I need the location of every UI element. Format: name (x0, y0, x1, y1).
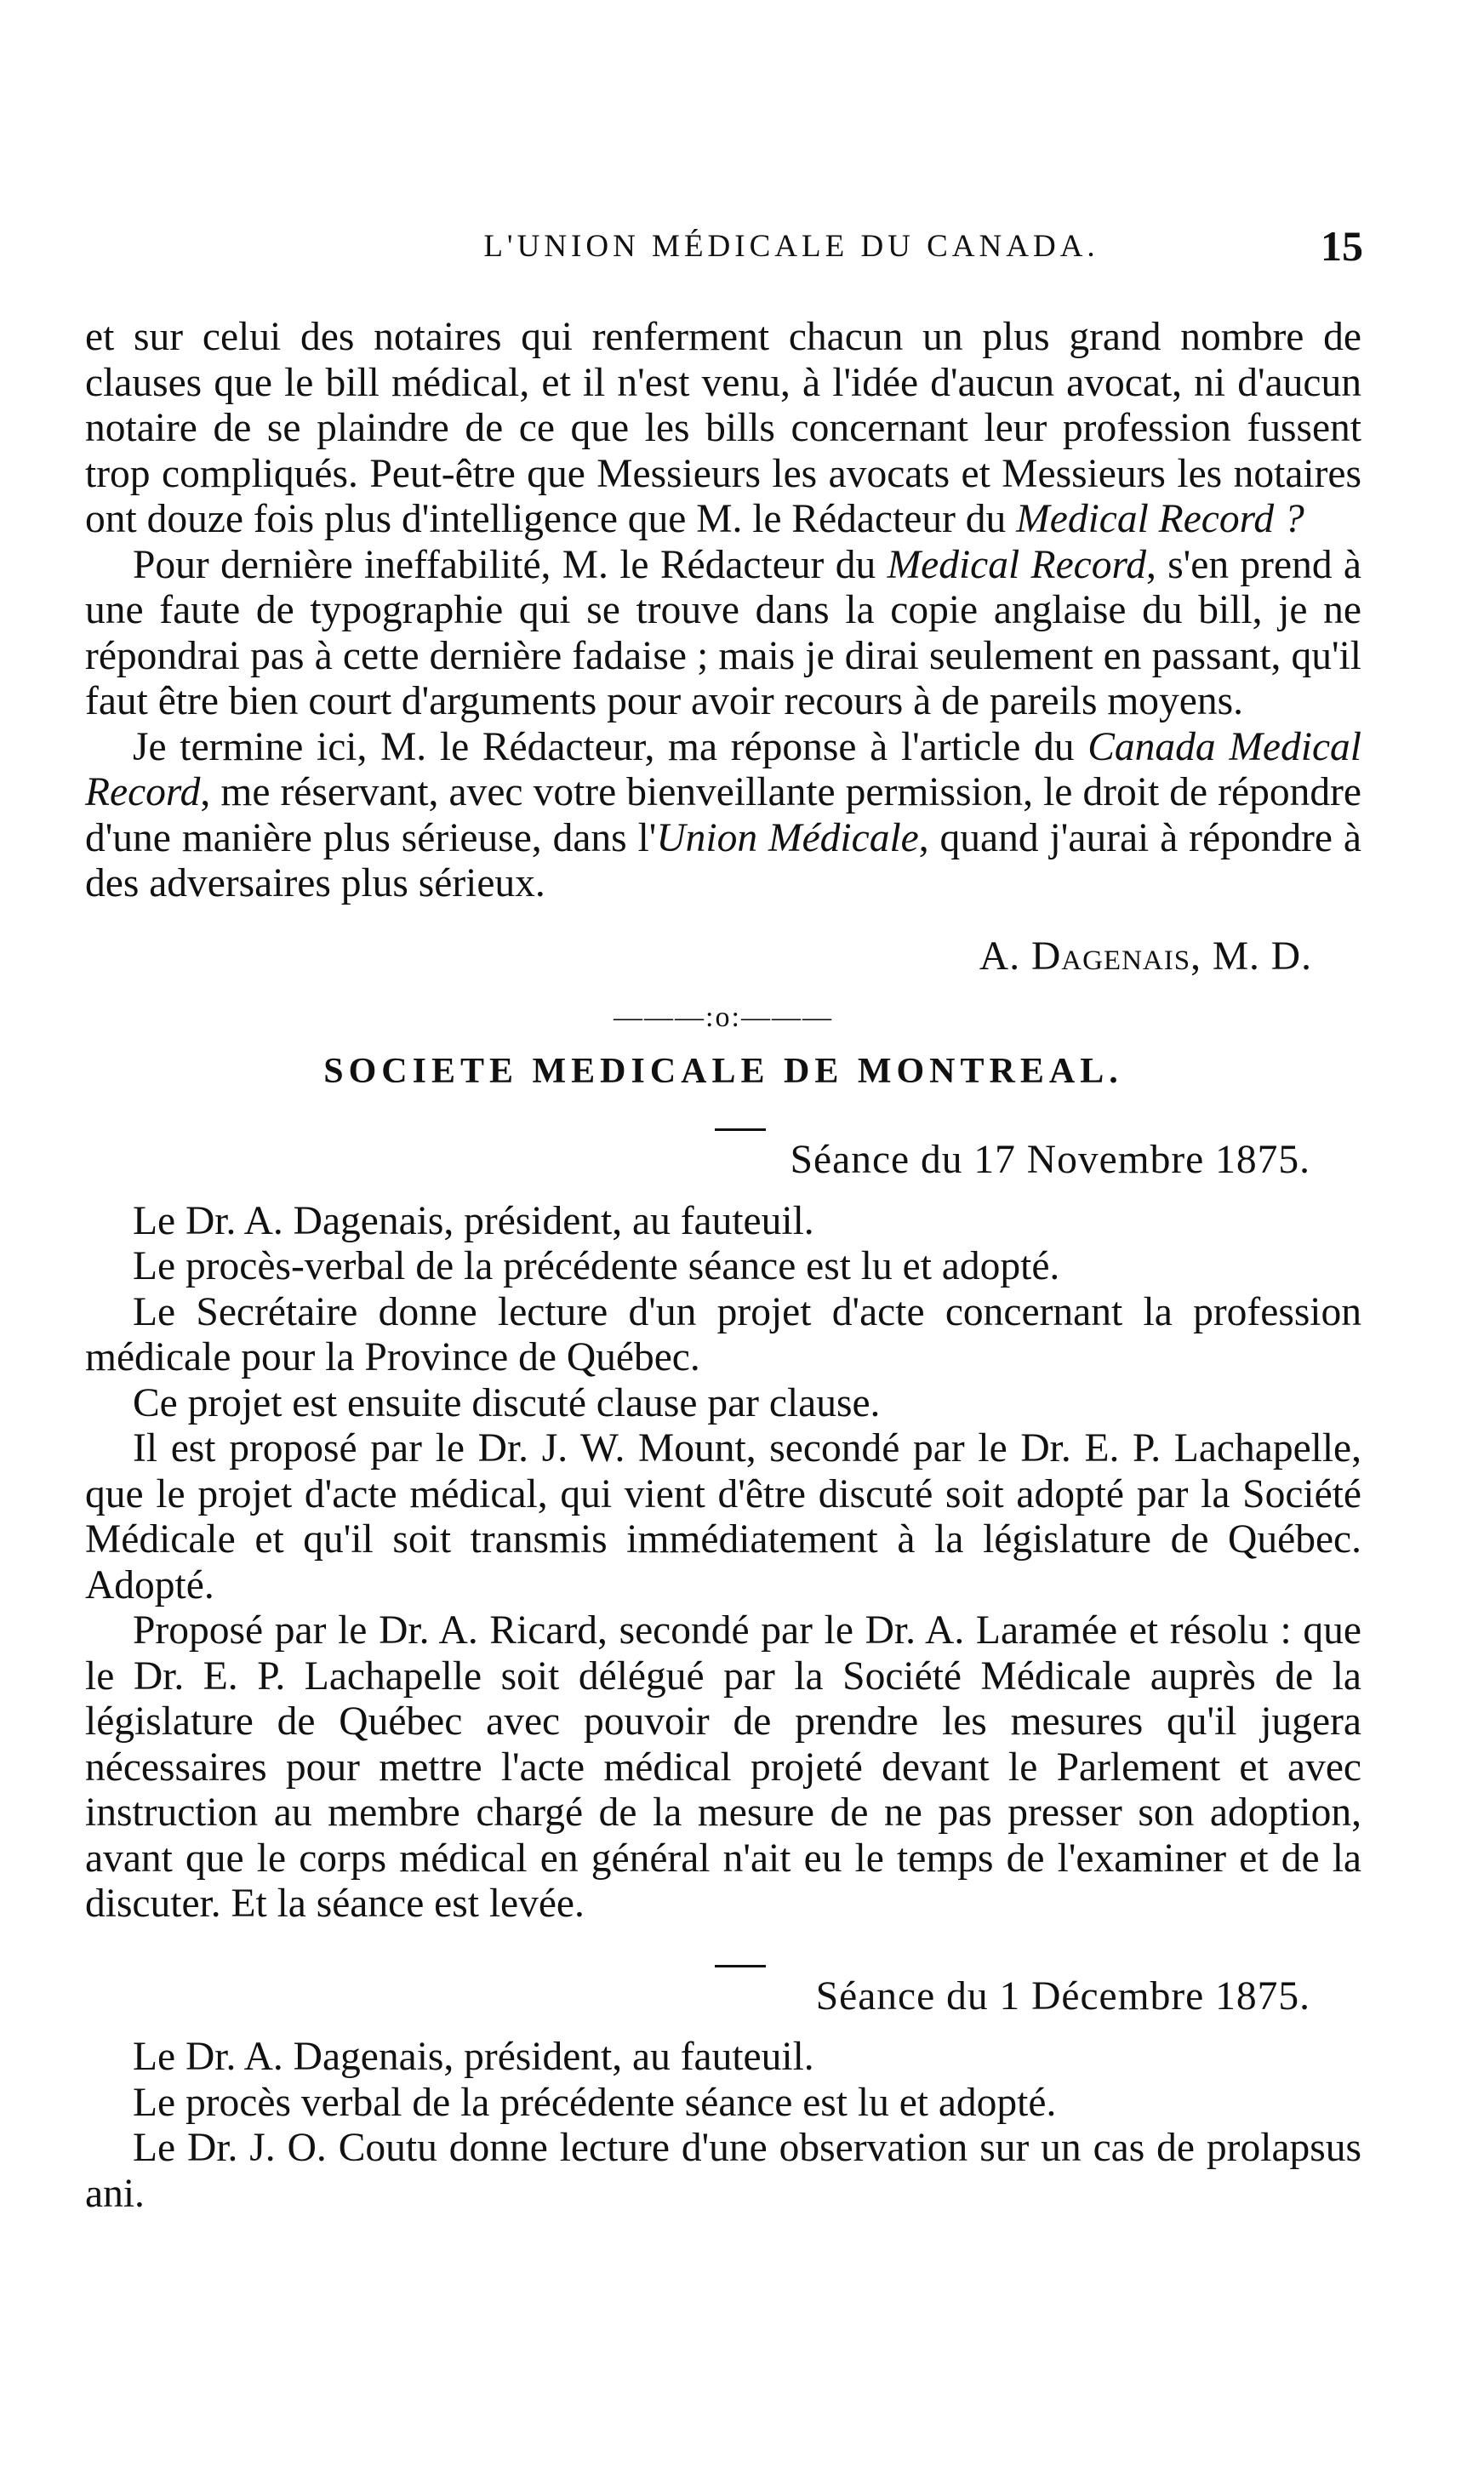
minutes-paragraph: Le Dr. A. Dagenais, président, au fauteuil. (133, 2035, 814, 2079)
letter-paragraph (85, 315, 1361, 543)
letter-paragraph (85, 543, 1361, 725)
letter-paragraph (85, 725, 1361, 907)
running-title: L'UNION MÉDICALE DU CANADA. (483, 229, 1099, 264)
body-text (85, 315, 1361, 2217)
short-rule (715, 1965, 766, 1967)
italic-title: Medical Record (887, 542, 1146, 587)
italic-title: Medical Record ? (1016, 497, 1304, 541)
minutes-paragraph: Ce projet est ensuite discuté clause par clause. (133, 1380, 881, 1425)
text-run: Je termine ici, M. le Rédacteur, ma réponse à l'article du (133, 724, 1088, 769)
minutes-paragraph: Le Dr. A. Dagenais, président, au fauteuil. (133, 1198, 814, 1243)
signature: A. Dagenais, M. D. (979, 934, 1312, 979)
minutes-paragraph: Le procès-verbal de la précédente séance est lu et adopté. (133, 1244, 1060, 1288)
text-run: , me réservant, avec votre bienveillante permission, le droit de répondre d'une manière plus sérieuse, dans l' (85, 770, 1361, 860)
section-heading: SOCIETE MEDICALE DE MONTREAL. (323, 1051, 1123, 1091)
minutes-paragraph: Le Secrétaire donne lecture d'un projet d'acte concernant la profession médicale pour la Province de Québec. (85, 1289, 1361, 1379)
minutes-paragraph: Le procès verbal de la précédente séance est lu et adopté. (133, 2080, 1057, 2125)
minutes-paragraph: Proposé par le Dr. A. Ricard, secondé par le Dr. A. Laramée et résolu : que le Dr. E. P. Lachapelle soit délégué par la Société Médicale auprès de la législature de Québec avec pouvoir de prendre les mesures qu'il jugera nécessaires pour mettre l'acte médical projeté devant le Parlement et avec instruction au membre chargé de la mesure de ne pas presser son adoption, avant que le corps médical en général n'ait eu le temps de l'examiner et de la discuter. Et la séance est levée. (85, 1608, 1361, 1926)
text-run: , quand j'aurai à répondre à des adversaires plus sérieux. (85, 815, 1361, 905)
italic-title: Union Médicale (656, 815, 919, 860)
page-number: 15 (1321, 222, 1363, 270)
session-date: Séance du 1 Décembre 1875. (815, 1973, 1310, 2019)
session-date: Séance du 17 Novembre 1875. (790, 1138, 1310, 1182)
text-run: , s'en prend à une faute de typographie qui se trouve dans la copie anglaise du bill, je ne répondrai pas à cette dernière fadaise ; mais je dirai seulement en passant, qu'il faut être bien court d'arguments pour avoir recours à de pareils moyens. (85, 542, 1362, 723)
section-divider: ———:o:——— (614, 1002, 833, 1033)
minutes-paragraph: Il est proposé par le Dr. J. W. Mount, secondé par le Dr. E. P. Lachapelle, que le projet d'acte médical, qui vient d'être discuté soit adopté par la Société Médicale et qu'il soit transmis immédiatement à la législature de Québec. Adopté. (85, 1426, 1361, 1607)
text-run: Pour dernière ineffabilité, M. le Rédacteur du (133, 542, 888, 587)
short-rule (715, 1128, 766, 1131)
minutes-paragraph: Le Dr. J. O. Coutu donne lecture d'une observation sur un cas de prolapsus ani. (85, 2126, 1361, 2216)
italic-title: Canada Medical Record (85, 724, 1361, 814)
running-head (85, 222, 1378, 279)
text-run: et sur celui des notaires qui renferment chacun un plus grand nombre de clauses que le bill médical, et il n'est venu, à l'idée d'aucun avocat, ni d'aucun notaire de se plaindre de ce que les bills concernant leur profession fussent trop compliqués. Peut-être que Messieurs les avocats et Messieurs les notaires ont douze fois plus d'intelligence que M. le Rédacteur du (85, 315, 1361, 541)
